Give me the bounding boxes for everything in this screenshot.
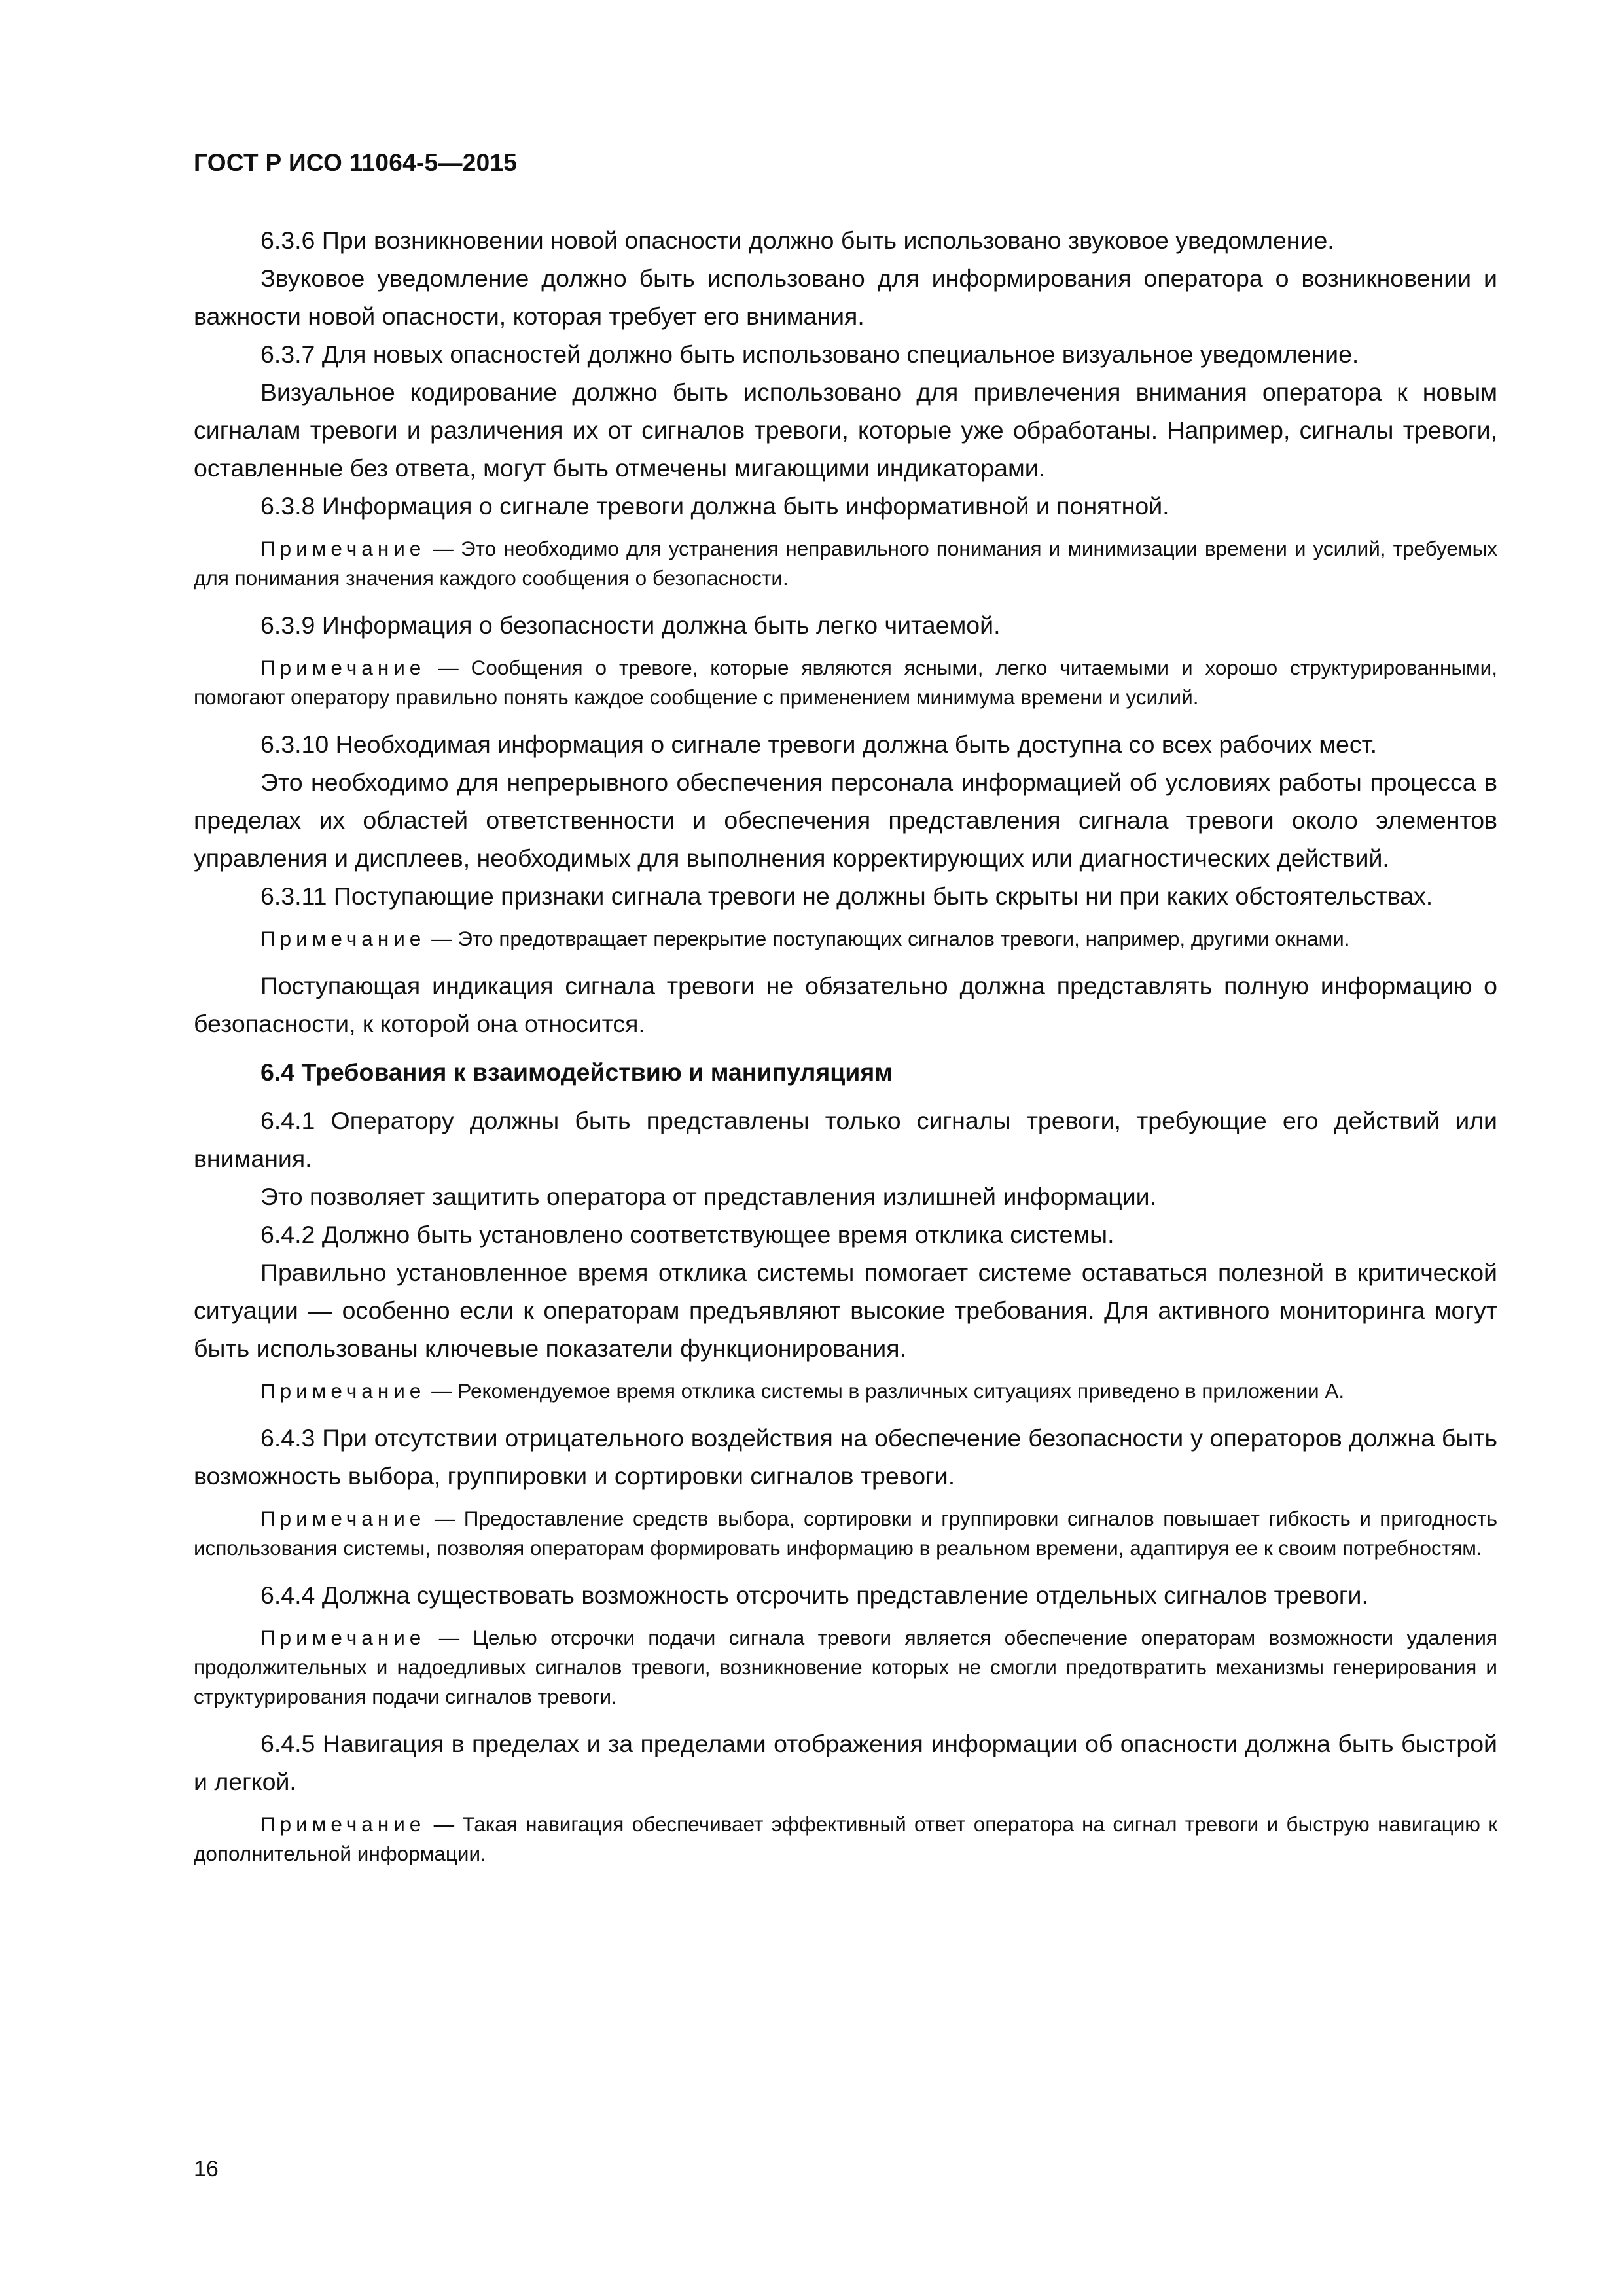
- clause-6-4-1: 6.4.1 Оператору должны быть представлены только сигналы тревоги, требующие его действий или внимания.: [194, 1107, 1497, 1172]
- note-6-3-8: [194, 534, 1497, 593]
- note-text: — Сообщения о тревоге, которые являются ясными, легко читаемыми и хорошо структурированными, помогают оператору правильно понять каждое сообщение с применением минимума времени и усилий.: [194, 656, 1497, 709]
- note-text: — Такая навигация обеспечивает эффективный ответ оператора на сигнал тревоги и быструю навигацию к дополнительной информации.: [194, 1812, 1497, 1865]
- note-6-4-5: [194, 1810, 1497, 1869]
- clause-6-3-11-text: Поступающая индикация сигнала тревоги не обязательно должна представлять полную информацию о безопасности, к которой она относится.: [194, 972, 1497, 1037]
- note-label: Примечание: [260, 1812, 426, 1836]
- clause-6-4-5: 6.4.5 Навигация в пределах и за пределами отображения информации об опасности должна быть быстрой и легкой.: [194, 1730, 1497, 1795]
- clause-6-4-2: 6.4.2 Должно быть установлено соответствующее время отклика системы.: [260, 1221, 1115, 1248]
- clause-6-3-10: 6.3.10 Необходимая информация о сигнале тревоги должна быть доступна со всех рабочих мест.: [260, 730, 1378, 758]
- document-body: [194, 221, 1497, 1869]
- clause-6-3-9: 6.3.9 Информация о безопасности должна быть легко читаемой.: [260, 611, 1001, 639]
- note-text: — Предоставление средств выбора, сортировки и группировки сигналов повышает гибкость и пригодность использования системы, позволяя операторам формировать информацию в реальном времени, адаптируя ее к своим потребностям.: [194, 1507, 1497, 1560]
- clause-6-4-3: 6.4.3 При отсутствии отрицательного воздействия на обеспечение безопасности у операторов должна быть возможность выбора, группировки и сортировки сигналов тревоги.: [194, 1424, 1497, 1490]
- note-6-4-3: [194, 1504, 1497, 1563]
- note-text: — Это предотвращает перекрытие поступающих сигналов тревоги, например, другими окнами.: [425, 927, 1350, 950]
- note-label: Примечание: [260, 1626, 426, 1649]
- section-heading-6-4: 6.4 Требования к взаимодействию и манипуляциям: [260, 1058, 893, 1086]
- note-6-4-2: [194, 1376, 1497, 1406]
- note-label: Примечание: [260, 1507, 426, 1530]
- note-label: Примечание: [260, 1379, 426, 1403]
- clause-6-3-8: 6.3.8 Информация о сигнале тревоги должна быть информативной и понятной.: [260, 492, 1169, 520]
- page-number: 16: [194, 2157, 219, 2181]
- clause-6-3-10-text: Это необходимо для непрерывного обеспечения персонала информацией об условиях работы процесса в пределах их областей ответственности и обеспечения представления сигнала тревоги около элементов управления и дисплеев, необходимых для выполнения корректирующих или диагностических действий.: [194, 768, 1497, 872]
- note-label: Примечание: [260, 656, 426, 679]
- note-text: — Целью отсрочки подачи сигнала тревоги является обеспечение операторам возможности удаления продолжительных и надоедливых сигналов тревоги, возникновение которых не смогли предотвратить механизмы генерирования и структурирования подачи сигналов тревоги.: [194, 1626, 1497, 1708]
- note-text: — Это необходимо для устранения неправильного понимания и минимизации времени и усилий, требуемых для понимания значения каждого сообщения о безопасности.: [194, 537, 1497, 590]
- note-6-4-4: [194, 1623, 1497, 1712]
- clause-6-3-6: 6.3.6 При возникновении новой опасности должно быть использовано звуковое уведомление.: [260, 226, 1334, 254]
- clause-6-3-7-text: Визуальное кодирование должно быть использовано для привлечения внимания оператора к новым сигналам тревоги и различения их от сигналов тревоги, которые уже обработаны. Например, сигналы тревоги, оставленные без ответа, могут быть отмечены мигающими индикаторами.: [194, 378, 1497, 482]
- clause-6-3-6-text: Звуковое уведомление должно быть использовано для информирования оператора о возникновении и важности новой опасности, которая требует его внимания.: [194, 264, 1497, 330]
- clause-6-3-7: 6.3.7 Для новых опасностей должно быть использовано специальное визуальное уведомление.: [260, 340, 1359, 368]
- clause-6-4-4: 6.4.4 Должна существовать возможность отсрочить представление отдельных сигналов тревоги.: [260, 1581, 1368, 1609]
- clause-6-4-1-text: Это позволяет защитить оператора от представления излишней информации.: [260, 1183, 1157, 1210]
- note-6-3-9: [194, 653, 1497, 712]
- document-header: ГОСТ Р ИСО 11064-5—2015: [194, 149, 518, 176]
- clause-6-3-11: 6.3.11 Поступающие признаки сигнала тревоги не должны быть скрыты ни при каких обстоятельствах.: [260, 882, 1433, 910]
- note-text: — Рекомендуемое время отклика системы в различных ситуациях приведено в приложении А.: [425, 1379, 1345, 1403]
- note-6-3-11: [194, 924, 1497, 954]
- note-label: Примечание: [260, 537, 426, 560]
- clause-6-4-2-text: Правильно установленное время отклика системы помогает системе оставаться полезной в критической ситуации — особенно если к операторам предъявляют высокие требования. Для активного мониторинга могут быть использованы ключевые показатели функционирования.: [194, 1259, 1497, 1362]
- note-label: Примечание: [260, 927, 426, 950]
